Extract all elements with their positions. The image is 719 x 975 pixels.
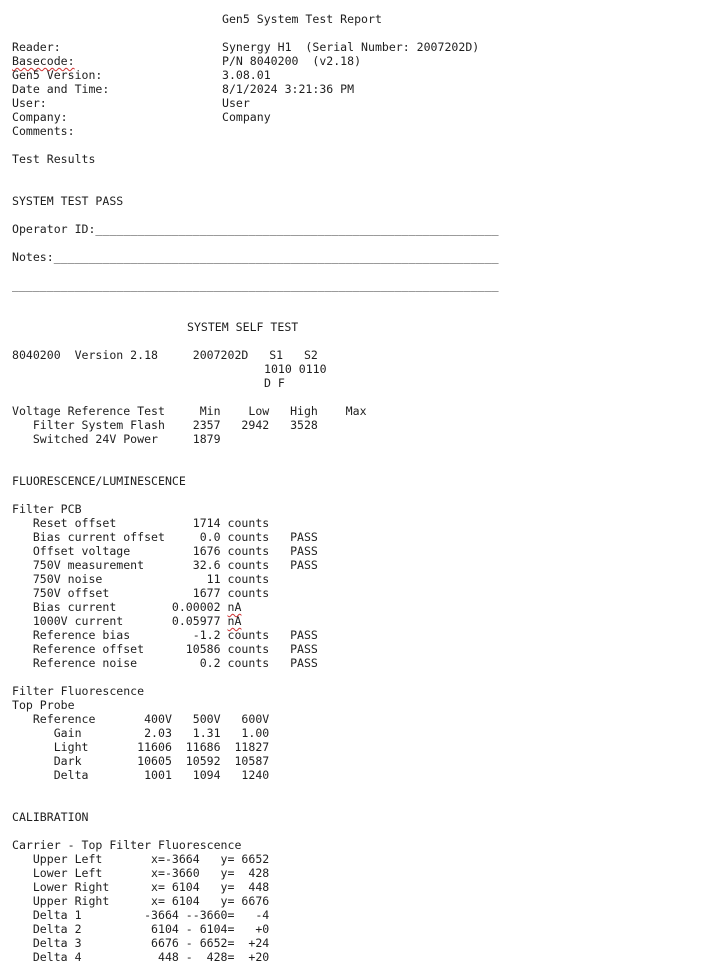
voltage-row: Switched 24V Power 1879 [12, 432, 221, 446]
calibration-row: Lower Right x= 6104 y= 448 [12, 880, 270, 894]
filter-pcb-heading: Filter PCB [12, 502, 82, 516]
probe-row: Light 11606 11686 11827 [12, 740, 270, 754]
calibration-row: Delta 1 -3664 --3660= -4 [12, 908, 270, 922]
pcb-row: Reference offset 10586 counts PASS [12, 642, 318, 656]
pcb-row: Reference bias -1.2 counts PASS [12, 628, 318, 642]
probe-row: Delta 1001 1094 1240 [12, 768, 270, 782]
header-value-basecode: P/N 8040200 (v2.18) [222, 54, 362, 68]
system-test-pass-heading: SYSTEM TEST PASS [12, 194, 124, 208]
header-value-gen5-version: 3.08.01 [222, 68, 271, 82]
blank-signature-line: ______________________________________________________________________ [12, 278, 499, 292]
pcb-row: Reference noise 0.2 counts PASS [12, 656, 318, 670]
header-label-comments: Comments: [12, 124, 75, 138]
pcb-row: 750V noise 11 counts [12, 572, 270, 586]
pcb-row: 750V offset 1677 counts [12, 586, 270, 600]
pcb-row: Reset offset 1714 counts [12, 516, 270, 530]
header-label-reader: Reader: [12, 40, 61, 54]
calibration-row: Delta 4 448 - 428= +20 [12, 950, 270, 964]
calibration-heading: CALIBRATION [12, 810, 89, 824]
header-value-company: Company [222, 110, 271, 124]
report-title: Gen5 System Test Report [222, 12, 382, 26]
filter-fluorescence-heading: Filter Fluorescence [12, 684, 145, 698]
basecode-spellcheck-text: Basecode: [12, 54, 75, 68]
header-value-reader: Synergy H1 (Serial Number: 2007202D) [222, 40, 480, 54]
calibration-row: Delta 2 6104 - 6104= +0 [12, 922, 270, 936]
pcb-row-bias-current [12, 600, 241, 614]
calibration-row: Upper Right x= 6104 y= 6676 [12, 894, 270, 908]
header-label-basecode [12, 54, 75, 68]
bias-current-unit: nA [227, 600, 242, 614]
calibration-row: Lower Left x=-3660 y= 428 [12, 866, 270, 880]
calibration-row: Delta 3 6676 - 6652= +24 [12, 936, 270, 950]
fluorescence-heading: FLUORESCENCE/LUMINESCENCE [12, 474, 186, 488]
pcb-row-1000v-current [12, 614, 241, 628]
probe-row: Gain 2.03 1.31 1.00 [12, 726, 270, 740]
test-results-heading: Test Results [12, 152, 96, 166]
calibration-row: Upper Left x=-3664 y= 6652 [12, 852, 270, 866]
header-value-user: User [222, 96, 250, 110]
header-label-date-time: Date and Time: [12, 82, 110, 96]
top-probe-heading: Top Probe [12, 698, 75, 712]
operator-id-line: Operator ID:__________________________________________________________ [12, 222, 499, 236]
pcb-row: Offset voltage 1676 counts PASS [12, 544, 318, 558]
notes-line: Notes:________________________________________________________________ [12, 250, 499, 264]
voltage-row: Filter System Flash 2357 2942 3528 [12, 418, 318, 432]
bias-current-value: Bias current 0.00002 [12, 600, 228, 614]
current-1000v-value: 1000V current 0.05977 [12, 614, 228, 628]
probe-row: Dark 10605 10592 10587 [12, 754, 270, 768]
header-value-date-time: 8/1/2024 3:21:36 PM [222, 82, 355, 96]
pcb-row: Bias current offset 0.0 counts PASS [12, 530, 318, 544]
current-1000v-unit: nA [227, 614, 242, 628]
carrier-heading: Carrier - Top Filter Fluorescence [12, 838, 242, 852]
voltage-table-header: Voltage Reference Test Min Low High Max [12, 404, 367, 418]
pcb-row: 750V measurement 32.6 counts PASS [12, 558, 318, 572]
self-test-row: 8040200 Version 2.18 2007202D S1 S2 [12, 348, 318, 362]
header-label-user: User: [12, 96, 47, 110]
probe-table-header: Reference 400V 500V 600V [12, 712, 270, 726]
header-label-company: Company: [12, 110, 68, 124]
self-test-status-codes: 1010 0110 [264, 362, 327, 376]
header-label-gen5-version: Gen5 Version: [12, 68, 103, 82]
self-test-heading: SYSTEM SELF TEST [187, 320, 299, 334]
self-test-flags: D F [264, 376, 285, 390]
